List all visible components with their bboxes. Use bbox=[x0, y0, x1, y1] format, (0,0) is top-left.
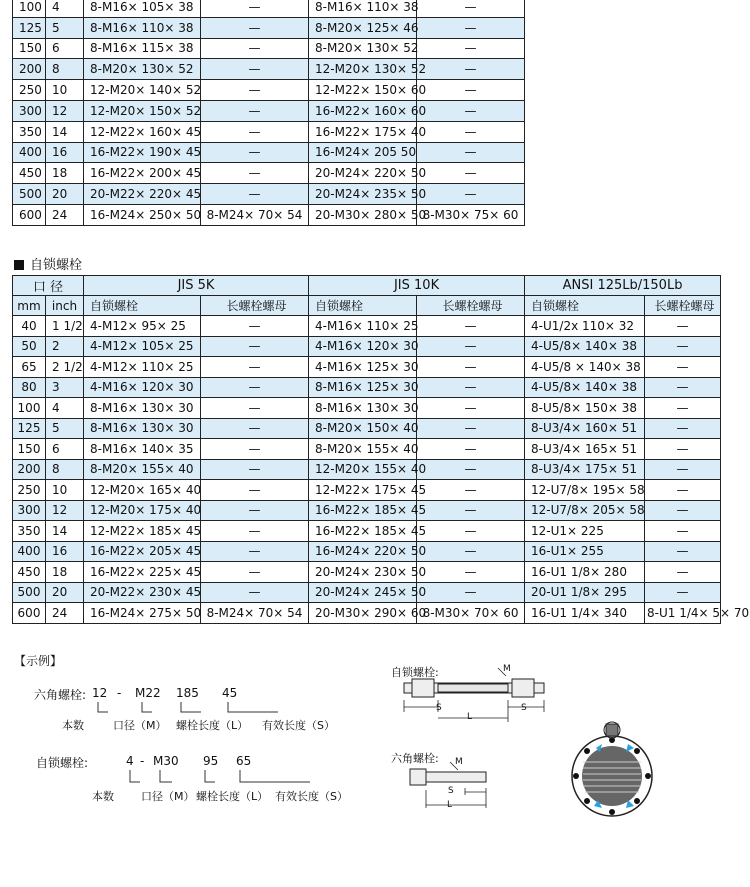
table-cell: 200 bbox=[13, 59, 46, 80]
table-cell: — bbox=[201, 163, 309, 184]
table-cell: 20-M22× 220× 45 bbox=[84, 184, 201, 205]
table-cell: 16-M22× 160× 60 bbox=[309, 100, 417, 121]
table-cell: 12-M22× 150× 60 bbox=[309, 80, 417, 101]
table-cell: — bbox=[417, 459, 525, 480]
table-cell: 12-U1× 225 bbox=[525, 521, 645, 542]
table-cell: — bbox=[417, 59, 525, 80]
subheader-self-lock-jis5k: 自锁螺栓 bbox=[84, 296, 201, 316]
table-cell: 4-U5/8× 140× 38 bbox=[525, 377, 645, 398]
table-cell: — bbox=[417, 336, 525, 357]
example-hex-size: M22 bbox=[135, 686, 161, 700]
table-cell: 20-M24× 230× 50 bbox=[309, 562, 417, 583]
table-cell: — bbox=[201, 184, 309, 205]
table-cell: — bbox=[201, 316, 309, 337]
table-cell: 600 bbox=[13, 204, 46, 225]
example-hex-l-count: 本数 bbox=[62, 719, 84, 732]
table-cell: 16-M24× 220× 50 bbox=[309, 541, 417, 562]
table-cell: — bbox=[417, 17, 525, 38]
table-cell: — bbox=[201, 521, 309, 542]
table-cell: 14 bbox=[46, 521, 84, 542]
table-cell: 5 bbox=[46, 418, 84, 439]
table-cell: 4-U5/8× 140× 38 bbox=[525, 336, 645, 357]
table-cell: 12 bbox=[46, 100, 84, 121]
table-cell: 8-M16× 105× 38 bbox=[84, 0, 201, 17]
table-cell: 125 bbox=[13, 418, 46, 439]
table-cell: — bbox=[417, 316, 525, 337]
table-cell: 8-M16× 130× 30 bbox=[84, 418, 201, 439]
table-cell: 20-M30× 290× 60 bbox=[309, 603, 417, 624]
table-cell: 12-M20× 150× 52 bbox=[84, 100, 201, 121]
table-cell: 8-M16× 125× 30 bbox=[309, 377, 417, 398]
table-cell: — bbox=[417, 184, 525, 205]
table-cell: 8-M16× 115× 38 bbox=[84, 38, 201, 59]
table-cell: 16-M22× 185× 45 bbox=[309, 500, 417, 521]
diagram-self-lock-label: 自锁螺栓: bbox=[391, 666, 439, 679]
butterfly-valve-icon bbox=[572, 722, 652, 816]
table-cell: — bbox=[201, 377, 309, 398]
diagram-self-lock-m: M bbox=[503, 664, 511, 674]
table-cell: — bbox=[645, 398, 721, 419]
table-cell: 10 bbox=[46, 80, 84, 101]
table-cell: — bbox=[417, 398, 525, 419]
table-cell: 8-M20× 125× 46 bbox=[309, 17, 417, 38]
table-cell: 65 bbox=[13, 357, 46, 378]
table-cell: 8-U3/4× 160× 51 bbox=[525, 418, 645, 439]
table-cell: 8 bbox=[46, 459, 84, 480]
table-cell: 16-M22× 200× 45 bbox=[84, 163, 201, 184]
table-cell: — bbox=[417, 521, 525, 542]
diagram-hex-s: S bbox=[448, 786, 454, 796]
example-self-l-count: 本数 bbox=[92, 790, 114, 803]
subheader-inch: inch bbox=[46, 296, 84, 316]
table-cell: 20-M24× 245× 50 bbox=[309, 582, 417, 603]
table-cell: 2 bbox=[46, 336, 84, 357]
table-cell: 8-M24× 70× 54 bbox=[201, 603, 309, 624]
table-cell: 12-U7/8× 205× 58 bbox=[525, 500, 645, 521]
table-cell: 300 bbox=[13, 500, 46, 521]
table-cell: 20 bbox=[46, 582, 84, 603]
table-cell: 200 bbox=[13, 459, 46, 480]
table-cell: 8 bbox=[46, 59, 84, 80]
table-cell: 12-M22× 160× 45 bbox=[84, 121, 201, 142]
table-cell: 400 bbox=[13, 541, 46, 562]
self-lock-bolt-drawing bbox=[404, 679, 544, 697]
table-cell: — bbox=[201, 459, 309, 480]
table-cell: 24 bbox=[46, 603, 84, 624]
example-hex-eff: 45 bbox=[222, 686, 238, 700]
table-cell: — bbox=[201, 480, 309, 501]
section-title: 自锁螺栓 bbox=[14, 254, 82, 273]
table-cell: 250 bbox=[13, 480, 46, 501]
table-cell: 4-M16× 110× 25 bbox=[309, 316, 417, 337]
header-jis10k: JIS 10K bbox=[309, 276, 525, 296]
example-hex-l-length: 螺栓长度（L） bbox=[176, 719, 249, 732]
table-cell: — bbox=[417, 121, 525, 142]
header-diameter: 口 径 bbox=[13, 276, 84, 296]
table-cell: — bbox=[645, 357, 721, 378]
table-cell: — bbox=[201, 541, 309, 562]
table-cell: 12-M22× 185× 45 bbox=[84, 521, 201, 542]
subheader-mm: mm bbox=[13, 296, 46, 316]
subheader-long-nut-jis5k: 长螺栓螺母 bbox=[201, 296, 309, 316]
table-cell: 4-U5/8 × 140× 38 bbox=[525, 357, 645, 378]
table-cell: 400 bbox=[13, 142, 46, 163]
example-hex-dash: - bbox=[117, 686, 122, 700]
table-cell: 4-M12× 110× 25 bbox=[84, 357, 201, 378]
table-cell: 50 bbox=[13, 336, 46, 357]
table-cell: 500 bbox=[13, 582, 46, 603]
table-cell: 40 bbox=[13, 316, 46, 337]
table-cell: 100 bbox=[13, 0, 46, 17]
table-cell: — bbox=[645, 377, 721, 398]
table-cell: 4-U1/2x 110× 32 bbox=[525, 316, 645, 337]
table-cell: 8-U1 1/4× 5× 70 bbox=[645, 603, 721, 624]
table-cell: — bbox=[645, 500, 721, 521]
table-cell: 18 bbox=[46, 562, 84, 583]
table-cell: 8-M20× 130× 52 bbox=[84, 59, 201, 80]
table-cell: — bbox=[201, 357, 309, 378]
table-cell: 4-M16× 120× 30 bbox=[84, 377, 201, 398]
header-jis5k: JIS 5K bbox=[84, 276, 309, 296]
table-cell: — bbox=[201, 562, 309, 583]
table-cell: — bbox=[417, 500, 525, 521]
table-cell: 600 bbox=[13, 603, 46, 624]
example-hex-label: 六角螺栓: bbox=[34, 688, 87, 702]
table-cell: 8-M20× 150× 40 bbox=[309, 418, 417, 439]
table-cell: — bbox=[417, 357, 525, 378]
table-cell: 8-M20× 155× 40 bbox=[84, 459, 201, 480]
example-self-size: M30 bbox=[153, 754, 179, 768]
subheader-self-lock-ansi: 自锁螺栓 bbox=[525, 296, 645, 316]
table-cell: — bbox=[645, 316, 721, 337]
table-cell: 10 bbox=[46, 480, 84, 501]
table-cell: 16 bbox=[46, 541, 84, 562]
table-cell: 125 bbox=[13, 17, 46, 38]
table-cell: 16-M24× 250× 50 bbox=[84, 204, 201, 225]
table-cell: 20-M22× 230× 45 bbox=[84, 582, 201, 603]
table-cell: 8-M16× 110× 38 bbox=[84, 17, 201, 38]
table-cell: — bbox=[201, 38, 309, 59]
table-cell: — bbox=[645, 562, 721, 583]
table-cell: 16-M24× 205 50 bbox=[309, 142, 417, 163]
table-cell: 1 1/2 bbox=[46, 316, 84, 337]
table-cell: — bbox=[417, 163, 525, 184]
diagram-hex-m: M bbox=[455, 757, 463, 767]
table-cell: — bbox=[417, 80, 525, 101]
table-cell: 20 bbox=[46, 184, 84, 205]
table-cell: 8-M16× 130× 30 bbox=[309, 398, 417, 419]
table-cell: — bbox=[201, 500, 309, 521]
table-cell: — bbox=[645, 582, 721, 603]
table-cell: 5 bbox=[46, 17, 84, 38]
table-cell: 20-M30× 280× 50 bbox=[309, 204, 417, 225]
table-cell: 8-M20× 155× 40 bbox=[309, 439, 417, 460]
table-cell: — bbox=[201, 59, 309, 80]
table-cell: 8-U3/4× 175× 51 bbox=[525, 459, 645, 480]
table-cell: 8-M16× 140× 35 bbox=[84, 439, 201, 460]
table-cell: 12-M22× 175× 45 bbox=[309, 480, 417, 501]
table-cell: — bbox=[201, 142, 309, 163]
table-cell: — bbox=[417, 100, 525, 121]
table-cell: — bbox=[645, 541, 721, 562]
table-cell: — bbox=[645, 439, 721, 460]
table-cell: — bbox=[201, 0, 309, 17]
table-cell: — bbox=[201, 100, 309, 121]
table-cell: 3 bbox=[46, 377, 84, 398]
example-self-label: 自锁螺栓: bbox=[36, 756, 89, 770]
table-cell: 150 bbox=[13, 38, 46, 59]
table-cell: 350 bbox=[13, 121, 46, 142]
table-cell: 14 bbox=[46, 121, 84, 142]
table-cell: — bbox=[645, 459, 721, 480]
table-cell: 16-U1× 255 bbox=[525, 541, 645, 562]
example-self-dash: - bbox=[140, 754, 145, 768]
diagram-self-lock-l: L bbox=[467, 712, 473, 722]
table-cell: 8-M16× 130× 30 bbox=[84, 398, 201, 419]
table-cell: 8-M20× 130× 52 bbox=[309, 38, 417, 59]
table-cell: 20-U1 1/8× 295 bbox=[525, 582, 645, 603]
example-hex-l-eff: 有效长度（S） bbox=[262, 719, 335, 732]
table-cell: — bbox=[645, 521, 721, 542]
example-self-count: 4 bbox=[126, 754, 134, 768]
table-cell: 450 bbox=[13, 163, 46, 184]
example-self-eff: 65 bbox=[236, 754, 252, 768]
table-cell: 4 bbox=[46, 398, 84, 419]
table-cell: — bbox=[201, 17, 309, 38]
header-ansi: ANSI 125Lb/150Lb bbox=[525, 276, 721, 296]
table-cell: 2 1/2 bbox=[46, 357, 84, 378]
table-cell: 150 bbox=[13, 439, 46, 460]
subheader-long-nut-ansi: 长螺栓螺母 bbox=[645, 296, 721, 316]
example-hex-count: 12 bbox=[92, 686, 108, 700]
table-cell: — bbox=[201, 336, 309, 357]
table-cell: 12 bbox=[46, 500, 84, 521]
example-hex-length: 185 bbox=[176, 686, 199, 700]
table-cell: 16-M24× 275× 50 bbox=[84, 603, 201, 624]
table-cell: — bbox=[645, 480, 721, 501]
table-cell: 4-M16× 120× 30 bbox=[309, 336, 417, 357]
table-cell: 80 bbox=[13, 377, 46, 398]
table-cell: 450 bbox=[13, 562, 46, 583]
table-cell: 16-U1 1/8× 280 bbox=[525, 562, 645, 583]
table-cell: 4-M12× 95× 25 bbox=[84, 316, 201, 337]
table-cell: — bbox=[417, 541, 525, 562]
subheader-long-nut-jis10k: 长螺栓螺母 bbox=[417, 296, 525, 316]
table-cell: — bbox=[417, 582, 525, 603]
diagram-self-lock-s1: S bbox=[436, 703, 442, 713]
table-cell: 20-M24× 220× 50 bbox=[309, 163, 417, 184]
table-cell: 6 bbox=[46, 439, 84, 460]
table-cell: 8-U5/8× 150× 38 bbox=[525, 398, 645, 419]
table-cell: — bbox=[201, 398, 309, 419]
table-cell: 12-M20× 165× 40 bbox=[84, 480, 201, 501]
table-cell: — bbox=[201, 80, 309, 101]
table-cell: 12-M20× 130× 52 bbox=[309, 59, 417, 80]
diagram-hex-l: L bbox=[447, 800, 453, 810]
table-cell: 24 bbox=[46, 204, 84, 225]
table-cell: 16-M22× 175× 40 bbox=[309, 121, 417, 142]
table-cell: — bbox=[645, 336, 721, 357]
table-cell: 20-M24× 235× 50 bbox=[309, 184, 417, 205]
table-cell: 16-M22× 190× 45 bbox=[84, 142, 201, 163]
table-cell: — bbox=[417, 480, 525, 501]
table-cell: 4 bbox=[46, 0, 84, 17]
table-cell: 6 bbox=[46, 38, 84, 59]
table-cell: 300 bbox=[13, 100, 46, 121]
table-cell: 12-M20× 155× 40 bbox=[309, 459, 417, 480]
table-cell: 8-M24× 70× 54 bbox=[201, 204, 309, 225]
table-cell: — bbox=[417, 439, 525, 460]
table-cell: 250 bbox=[13, 80, 46, 101]
table-cell: 12-M20× 175× 40 bbox=[84, 500, 201, 521]
table-cell: — bbox=[201, 582, 309, 603]
table-cell: — bbox=[201, 418, 309, 439]
example-self-l-eff: 有效长度（S） bbox=[275, 790, 348, 803]
table-cell: 350 bbox=[13, 521, 46, 542]
table-cell: — bbox=[417, 38, 525, 59]
table-cell: 8-M30× 75× 60 bbox=[417, 204, 525, 225]
table-cell: — bbox=[417, 418, 525, 439]
table-cell: 16 bbox=[46, 142, 84, 163]
diagram-hex-label: 六角螺栓: bbox=[391, 752, 439, 765]
example-self-length: 95 bbox=[203, 754, 219, 768]
table-cell: — bbox=[417, 562, 525, 583]
table-cell: — bbox=[417, 0, 525, 17]
example-self-l-length: 螺栓长度（L） bbox=[196, 790, 269, 803]
table-cell: — bbox=[645, 418, 721, 439]
table-cell: — bbox=[417, 377, 525, 398]
example-hex-l-size: 口径（M） bbox=[113, 719, 167, 732]
subheader-self-lock-jis10k: 自锁螺栓 bbox=[309, 296, 417, 316]
table-cell: 4-M16× 125× 30 bbox=[309, 357, 417, 378]
table-cell: 16-U1 1/4× 340 bbox=[525, 603, 645, 624]
table-cell: 500 bbox=[13, 184, 46, 205]
table-cell: 100 bbox=[13, 398, 46, 419]
table-cell: 16-M22× 205× 45 bbox=[84, 541, 201, 562]
table-cell: — bbox=[201, 439, 309, 460]
table-cell: 4-M12× 105× 25 bbox=[84, 336, 201, 357]
table-cell: 8-M16× 110× 38 bbox=[309, 0, 417, 17]
example-title: 【示例】 bbox=[14, 654, 63, 668]
table-cell: 16-M22× 185× 45 bbox=[309, 521, 417, 542]
table-cell: 12-U7/8× 195× 58 bbox=[525, 480, 645, 501]
table-cell: 16-M22× 225× 45 bbox=[84, 562, 201, 583]
table-cell: 18 bbox=[46, 163, 84, 184]
table-cell: 8-U3/4× 165× 51 bbox=[525, 439, 645, 460]
example-self-l-size: 口径（M） bbox=[141, 790, 195, 803]
table-cell: — bbox=[201, 121, 309, 142]
diagram-self-lock-s2: S bbox=[521, 703, 527, 713]
table-cell: 8-M30× 70× 60 bbox=[417, 603, 525, 624]
table-cell: 12-M20× 140× 52 bbox=[84, 80, 201, 101]
table-cell: — bbox=[417, 142, 525, 163]
hex-bolt-drawing bbox=[410, 769, 486, 785]
